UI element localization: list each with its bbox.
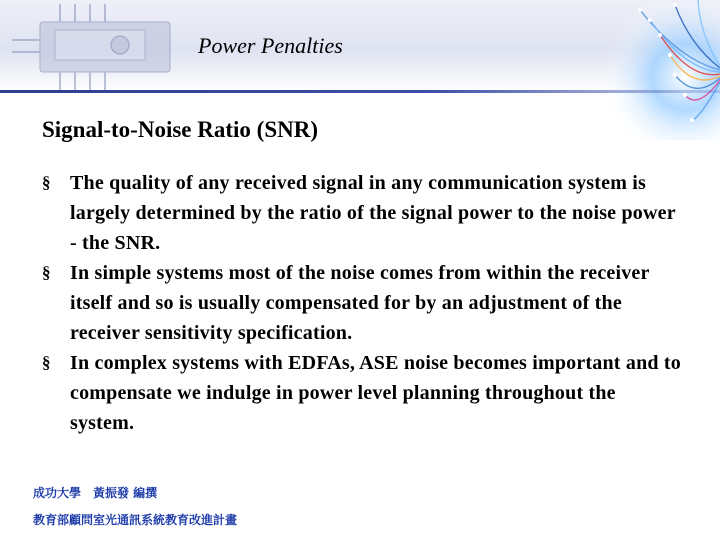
bullet-text: The quality of any received signal in any communication system is largely determined by the ratio of the signal power to the noise power - the SNR. <box>70 172 676 254</box>
bullet-item <box>42 258 682 348</box>
fiber-optic-graphic <box>580 0 720 140</box>
bullet-marker-icon: § <box>42 173 51 192</box>
bullet-item <box>42 168 682 258</box>
footer-author: 成功大學 黃振發 編撰 <box>33 486 158 500</box>
bullet-list <box>42 168 682 438</box>
bullet-marker-icon: § <box>42 353 51 372</box>
optical-module-graphic <box>0 0 200 92</box>
footer-project: 教育部顧問室光通訊系統教育改進計畫 <box>33 513 238 527</box>
bullet-text: In complex systems with EDFAs, ASE noise becomes important and to compensate we indulge in power level planning throughout the system. <box>70 352 681 434</box>
slide-title: Power Penalties <box>198 33 343 58</box>
bullet-text: In simple systems most of the noise comes from within the receiver itself and so is usually compensated for by an adjustment of the receiver sensitivity specification. <box>70 262 650 344</box>
header-divider <box>0 90 720 93</box>
bullet-marker-icon: § <box>42 263 51 282</box>
section-heading: Signal-to-Noise Ratio (SNR) <box>42 117 318 142</box>
bullet-item <box>42 348 682 438</box>
